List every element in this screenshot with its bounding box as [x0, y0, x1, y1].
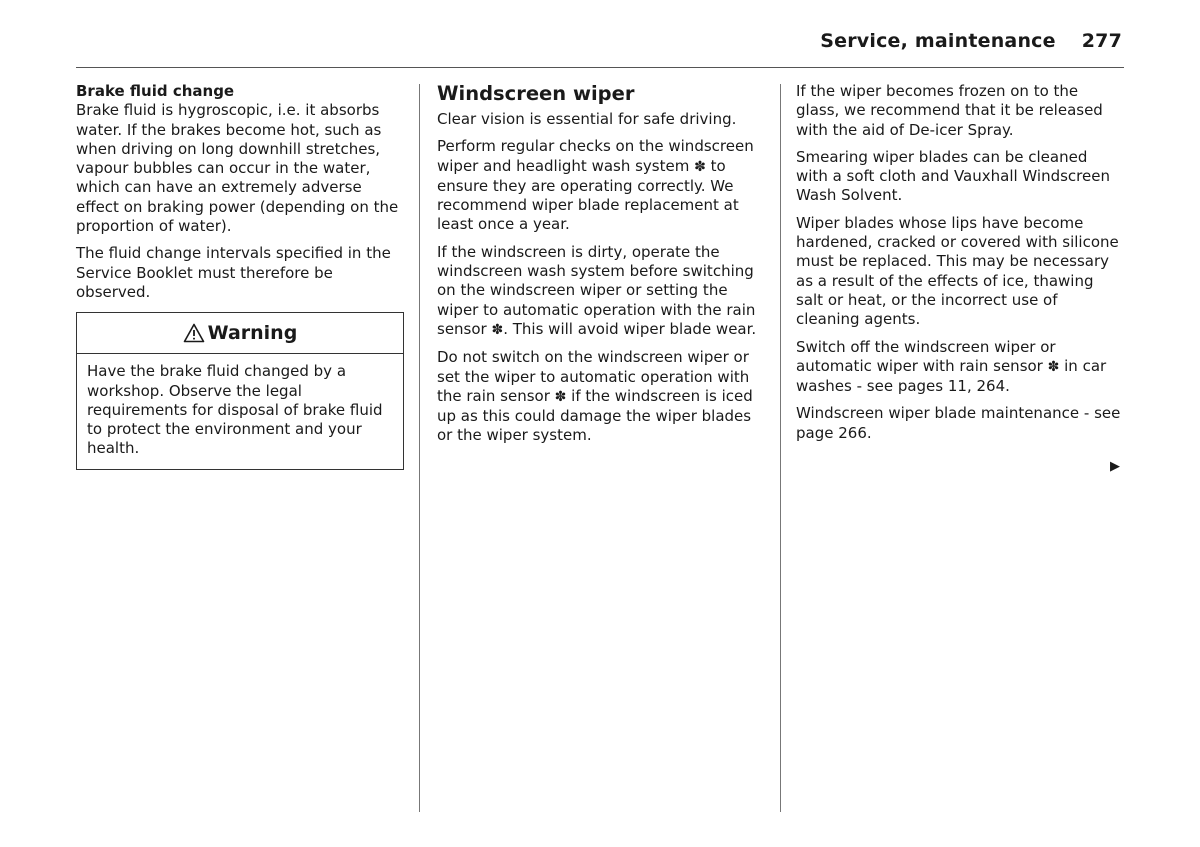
windscreen-wiper-heading: Windscreen wiper	[437, 82, 635, 105]
wiper-text: . This will avoid wiper blade wear.	[503, 319, 757, 338]
brake-fluid-paragraph: Brake fluid is hygroscopic, i.e. it absorbs water. If the brakes become hot, such as when driving on long downhill stretches, vapour bubbles can occur in the water, which can have an extremely adverse effect on braking power (depending on the proportion of water).	[76, 101, 399, 236]
wiper-text: to ensure they are operating correctly. We recommend wiper blade replacement at least once a year.	[437, 156, 739, 234]
wiper-care-paragraph: Wiper blades whose lips have become hardened, cracked or covered with silicone must be replaced. This may be necessary as a result of the effects of ice, thawing salt or heat, or the incorrect use of cleaning agents.	[796, 213, 1119, 329]
warning-box	[76, 312, 404, 469]
wiper-text: Perform regular checks on the windscreen wiper and headlight wash system	[437, 137, 754, 175]
brake-fluid-paragraph: The fluid change intervals specified in the Service Booklet must therefore be observed.	[76, 244, 391, 301]
wiper-text: Do not switch on the windscreen wiper or set the wiper to automatic operation with the rain sensor	[437, 348, 750, 405]
rain-sensor-icon: ✽	[554, 388, 567, 405]
column-divider	[419, 84, 420, 812]
wiper-text: if the windscreen is iced up as this could damage the wiper blades or the wiper system.	[437, 386, 753, 445]
wiper-care-text: Switch off the windscreen wiper or automatic wiper with rain sensor	[796, 337, 1056, 375]
page-number: 277	[1081, 30, 1122, 52]
warning-header	[77, 313, 403, 354]
section-title: Service, maintenance	[820, 30, 1056, 52]
column-wiper-care	[796, 82, 1122, 451]
wiper-paragraph	[437, 243, 763, 340]
column-divider	[780, 84, 781, 812]
wiper-symbol-icon: ✽	[694, 158, 706, 175]
wiper-care-paragraph: Smearing wiper blades can be cleaned with a soft cloth and Vauxhall Windscreen Wash Solvent.	[796, 147, 1110, 205]
warning-text: Have the brake fluid changed by a workshop. Observe the legal requirements for disposal of brake fluid to protect the environment and your health.	[87, 362, 383, 458]
page-header	[820, 30, 1122, 52]
wiper-care-text: in car washes - see pages 11, 264.	[796, 356, 1107, 396]
rain-sensor-icon: ✽	[1047, 358, 1060, 375]
wiper-care-paragraph: If the wiper becomes frozen on to the glass, we recommend that it be released with the aid of De-icer Spray.	[796, 82, 1103, 139]
column-brake-fluid	[76, 82, 404, 470]
wiper-care-paragraph: Windscreen wiper blade maintenance - see page 266.	[796, 404, 1121, 442]
wiper-paragraph	[437, 137, 763, 234]
continue-arrow-icon: ▶	[1110, 459, 1120, 474]
header-rule	[76, 67, 1124, 68]
wiper-paragraph	[437, 348, 763, 445]
wiper-text: If the windscreen is dirty, operate the windscreen wash system before switching on the windscreen wiper or setting the wiper to automatic operation with the rain sensor	[437, 242, 756, 338]
brake-fluid-subheading: Brake fluid change	[76, 82, 235, 100]
wiper-care-paragraph	[796, 338, 1122, 397]
warning-triangle-icon	[183, 323, 205, 343]
rain-sensor-icon: ✽	[491, 321, 504, 338]
column-windscreen-wiper	[437, 82, 763, 454]
wiper-paragraph: Clear vision is essential for safe driving.	[437, 110, 737, 128]
warning-title: Warning	[207, 321, 298, 344]
